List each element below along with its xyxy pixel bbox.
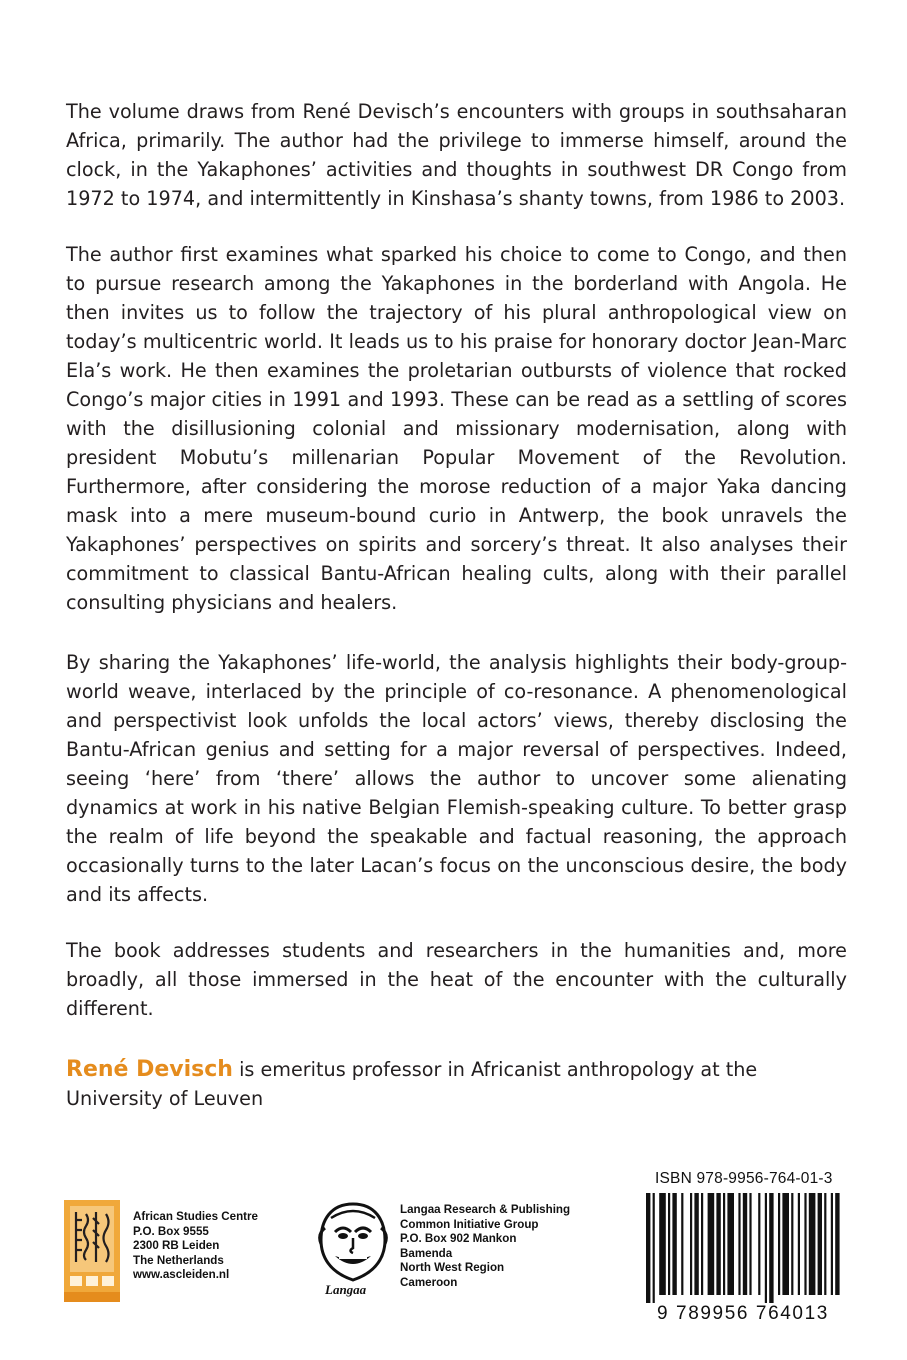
address-line: The Netherlands (133, 1253, 224, 1267)
barcode-bar (727, 1193, 734, 1295)
barcode-bar (758, 1193, 760, 1295)
address-line: Langaa Research & Publishing (400, 1203, 571, 1216)
african-studies-centre-logo-icon (64, 1200, 120, 1302)
barcode-bar (818, 1193, 822, 1295)
barcode-icon (640, 1193, 845, 1303)
address-line: P.O. Box 902 Mankon (400, 1232, 517, 1246)
barcode-bar (668, 1193, 670, 1295)
barcode-bar (743, 1193, 747, 1295)
barcode-bar (653, 1193, 655, 1303)
barcode-bar (738, 1193, 740, 1295)
description-paragraph-1: The volume draws from René Devisch’s encounters with groups in southsaharan Africa, primarily. The author had the privilege to immerse himself, around the clock, in the Yakaphones’ activities and thoughts in southwest DR Congo from 1972 to 1974, and intermittently in Kinshasa’s shanty towns, from 1986 to 2003. (66, 100, 847, 210)
description-paragraph-2: The author first examines what sparked his choice to come to Congo, and then to pursue research among the Yakaphones in the borderland with Angola. He then invites us to follow the trajectory of his plural anthropological view on today’s multicentric world. It leads us to his praise for honorary doctor Jean-Marc Ela’s work. He then examines the proletarian outbursts of violence that rocked Congo’s major cities in 1991 and 1993. These can be read as a settling of scores with the disillusioning colonial and missionary modernisation, along with president Mobutu’s millenarian Popular Movement of the Revolution. Furthermore, after considering the morose reduction of a major Yaka dancing mask into a mere museum-bound curio in Antwerp, the book unravels the Yakaphones’ perspectives on spirits and sorcery’s threat. It also analyses their commitment to classical Bantu-African healing cults, along with their parallel consulting physicians and healers. (66, 243, 847, 614)
barcode-bar (782, 1193, 789, 1295)
barcode-bar (769, 1193, 773, 1303)
description-paragraph-3: By sharing the Yakaphones’ life-world, the analysis highlights their body-group-world weave, interlaced by the principle of co-resonance. A phenomenological and perspectivist look unfolds the local actors’ views, thereby disclosing the Bantu-African genius and setting for a major reversal of perspectives. Indeed, seeing ‘here’ from ‘there’ allows the author to uncover some alienating dynamics at work in his native Belgian Flemish-speaking culture. To better grasp the realm of life beyond the speakable and factual reasoning, the approach occasionally turns to the later Lacan’s focus on the unconscious desire, the body and its affects. (66, 651, 847, 906)
barcode-bar (646, 1193, 650, 1303)
barcode-bar (831, 1193, 833, 1295)
barcode-bar (672, 1193, 676, 1295)
author-bio-text: is emeritus professor in Africanist anthropology at the University of Leuven (66, 1058, 758, 1110)
langaa-address (400, 1203, 570, 1291)
barcode-bar (716, 1193, 720, 1295)
author-bio (66, 1055, 826, 1113)
barcode-bar (809, 1193, 816, 1295)
barcode-number: 9 789956 764013 (657, 1303, 829, 1324)
barcode-bar (694, 1193, 698, 1295)
address-line: African Studies Centre (133, 1210, 258, 1223)
barcode-bar (681, 1193, 683, 1295)
address-line: www.ascleiden.nl (133, 1268, 230, 1282)
barcode-bar (701, 1193, 703, 1295)
barcode-bar (690, 1193, 692, 1295)
address-line: P.O. Box 9555 (133, 1224, 209, 1238)
address-line: Cameroon (400, 1275, 458, 1289)
african-studies-centre-address (133, 1210, 258, 1283)
description-paragraph-4: The book addresses students and researchers in the humanities and, more broadly, all those immersed in the heat of the encounter with the culturally different. (66, 939, 847, 1020)
author-name: René Devisch (66, 1057, 233, 1082)
address-line: Bamenda (400, 1246, 453, 1260)
barcode-bar (791, 1193, 793, 1295)
barcode-bar (778, 1193, 780, 1295)
barcode-bar (824, 1193, 826, 1295)
address-line: 2300 RB Leiden (133, 1239, 220, 1253)
langaa-logo-text: Langaa (325, 1282, 367, 1297)
barcode-bar (835, 1193, 839, 1295)
address-line: Common Initiative Group (400, 1217, 539, 1231)
isbn-label: ISBN 978-9956-764-01-3 (655, 1170, 833, 1187)
barcode-bar (749, 1193, 751, 1295)
barcode-bar (708, 1193, 715, 1295)
barcode-bar (798, 1193, 800, 1295)
barcode-bar (659, 1193, 666, 1295)
barcode-bar (765, 1193, 767, 1303)
barcode-bar (723, 1193, 725, 1295)
address-line: North West Region (400, 1261, 505, 1275)
barcode-bar (804, 1193, 806, 1295)
